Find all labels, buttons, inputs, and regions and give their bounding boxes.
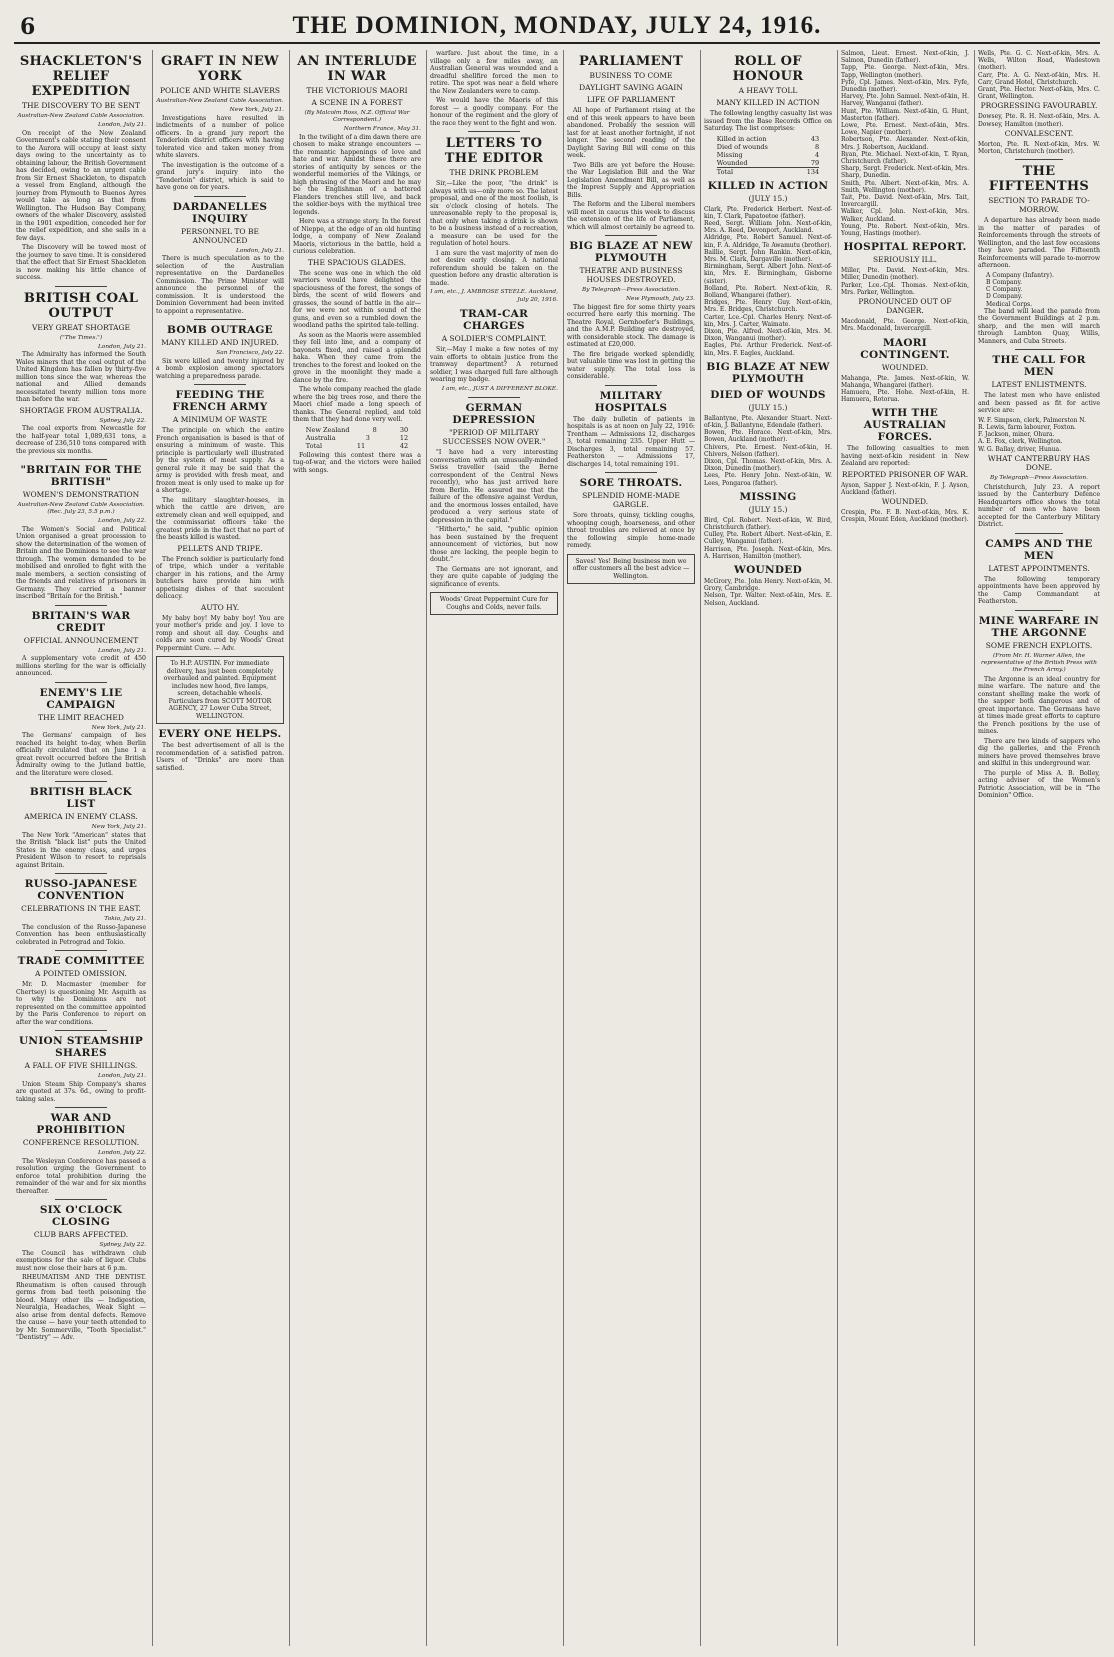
list-item: Bolland, Pte. Robert. Next-of-kin, R. Bolland, Whangarei (father).: [704, 284, 832, 299]
subheading: REPORTED PRISONER OF WAR.: [841, 469, 969, 479]
dateline: London, July 21.: [236, 247, 284, 254]
subheading: THE DISCOVERY TO BE SENT: [22, 101, 140, 110]
table-row: Killed in action 43: [716, 134, 820, 143]
list-item: Carr, Pte. A. G. Next-of-kin, Mrs. H. Carr, Grand Hotel, Christchurch.: [978, 71, 1100, 86]
headline: RUSSO-JAPANESE CONVENTION: [24, 878, 138, 902]
enlistment-list: [978, 417, 1100, 453]
list-item: Bridges, Pte. Henry Guy. Next-of-kin, Mrs. E. Bridges, Christchurch.: [704, 299, 832, 314]
subheading: CLUB BARS AFFECTED.: [33, 1230, 129, 1239]
signature: I am, etc., J. AMBROSE STEELE. Auckland, July 20, 1916.: [430, 289, 558, 303]
paragraph: The principle on which the entire French organisation is based is that of ensuring a minimum of waste. This principle is particularly well illustrated by the system of meat supply. As a general rule it may be said that the army is provided with fresh meat, and frozen meat is only used to make up for a shortage.: [156, 427, 284, 494]
cable-credit: ("The Times."): [59, 334, 103, 341]
separator: [468, 131, 519, 132]
subheading: A SCENE IN A FOREST: [311, 98, 403, 107]
list-item: Nelson, Tpr. Walter. Next-of-kin, Mrs. E. Nelson, Auckland.: [704, 592, 832, 607]
separator: [55, 1030, 107, 1031]
subheading: A HEAVY TOLL: [738, 86, 798, 95]
press-credit: By Telegraph—Press Association.: [581, 287, 680, 293]
byline: (By Malcolm Ross, N.Z. Official War Correspondent.): [304, 110, 410, 123]
headline: BIG BLAZE AT NEW PLYMOUTH: [569, 240, 693, 264]
paragraph: "I have had a very interesting conversation with an unusually-minded Swiss traveller (said the Berne correspondent of the Central News recently), who has just arrived here from Berlin. He assured me that the failure of the offensive against Verdun, and the enormous losses entailed, have produced a very serious state of depression in the capital.": [430, 449, 558, 524]
subheading: PRONOUNCED OUT OF DANGER.: [858, 297, 952, 316]
list-item: Sharp, Sergt. Frederick. Next-of-kin, Mrs. Sharp, Dunedin.: [841, 165, 969, 180]
subheading: AUTO HY.: [200, 602, 240, 612]
casualty-list: [841, 318, 969, 332]
list-item: Aldridge, Pte. Robert Samuel. Next-of-kin, F. A. Aldridge, Te Awamutu (brother).: [704, 234, 832, 249]
headline: THE CALL FOR MEN: [992, 354, 1086, 379]
separator: [55, 605, 107, 606]
casualty-list: [841, 375, 969, 404]
list-item: Morton, Pte. R. Next-of-kin, Mrs. W. Morton, Christchurch (mother).: [978, 140, 1100, 156]
subheading: "PERIOD OF MILITARY SUCCESSES NOW OVER.": [442, 428, 546, 446]
paragraph: A departure has already been made in the matter of parades of Reinforcements through the streets of Wellington, and the last few occasions they have paraded. The Fifteenth Reinforcements will parade to-morrow afternoon.: [978, 217, 1100, 270]
column-rule: [700, 50, 701, 1646]
list-item: Eagles, Pte. Arthur Frederick. Next-of-kin, Mrs. F. Eagles, Auckland.: [704, 342, 832, 357]
list-item: Miller, Pte. David. Next-of-kin, Mrs. Miller, Dunedin (mother).: [841, 267, 969, 282]
table-row: Australia 3 12: [305, 433, 409, 442]
paragraph: There is much speculation as to the selection of the Australian representative on the Dardanelles Commission. The Prime Minister will announce the personnel of the commission. It is understood the Dominion Government had been invited to appoint a representative.: [156, 255, 284, 315]
headline: WITH THE AUSTRALIAN FORCES.: [863, 407, 947, 444]
paragraph: Sore throats, quinsy, tickling coughs, whooping cough, hoarseness, and other throat troubles are relieved at once by the following simple home-made remedy.: [567, 512, 695, 549]
list-item: B Company.: [986, 278, 1022, 286]
headline: KILLED IN ACTION: [707, 179, 829, 192]
paragraph: On receipt of the New Zealand Government's cable stating their consent to the Aurora will occupy at least sixty days owing to the uncertainty as to obtaining labour, the British Government has decided, owing to an urgent cable from Sir Ernest Shackleton, to dispatch a vessel from England, although the journey from Plymouth to Buenos Ayres would take as long as that from Wellington. The Hudson Bay Company, owners of the whaler Discovery, assisted in the 1901 expedition, conceded her for the relief expedition, and she sails in a few days.: [16, 129, 146, 242]
paragraph: Sir,—Like the poor, "the drink" is always with us—only more so. The latest proposal, and one of the most foolish, is six o'clock closing of hotels. The unreasonable reply to the proposal is, that only when taking a drink is shown to be a business instead of a recreation, a measure can be used for the regulation of hotel hours.: [430, 180, 558, 247]
headline: GERMAN DEPRESSION: [452, 402, 536, 426]
column-4: [430, 50, 558, 1646]
casualty-list: [841, 482, 969, 496]
list-item: McGrory, Pte. John Henry. Next-of-kin, M. Grory, Cambridge.: [704, 578, 832, 593]
list-item: W. G. Ballay, driver, Hunua.: [978, 445, 1062, 453]
headline: "BRITAIN FOR THE BRITISH": [20, 464, 142, 488]
separator: [1015, 159, 1064, 160]
list-item: Harvey, Pte. John Samuel. Next-of-kin, H. Harvey, Wanganui (father).: [841, 93, 969, 108]
column-1: [16, 50, 146, 1646]
subheading: A SOLDIER'S COMPLAINT.: [441, 334, 547, 343]
subheading: SERIOUSLY ILL.: [873, 255, 937, 265]
list-item: C Company.: [986, 286, 1023, 294]
column-3: [293, 50, 421, 1646]
subheading: LATEST APPOINTMENTS.: [988, 563, 1090, 573]
paragraph: The Women's Social and Political Union organised a great procession to show the determination of the women of Britain and the Dominions to see the war through. The women demanded to be mobilised and enrolled to fight with the male members, a section consisting of the friends and relatives of prisoners in Germany. They carried a banner inscribed "Britain for the British.": [16, 525, 146, 600]
list-item: Bird, Cpl. Robert. Next-of-kin, W. Bird, Christchurch (father).: [704, 516, 832, 531]
column-7: [841, 50, 969, 1646]
casualty-list: [704, 206, 832, 357]
paragraph: The purple of Miss A. B. Bolley, acting adviser of the Women's Patriotic Association, will be in "The Dominion" Office.: [978, 769, 1100, 800]
table-row: Wounded 79: [716, 158, 820, 167]
list-item: Ayson, Sapper J. Next-of-kin, F. J. Ayson, Auckland (father).: [841, 481, 969, 497]
headline: THE FIFTEENTHS: [988, 164, 1090, 195]
subheading: (JULY 15.): [748, 402, 788, 412]
separator: [1015, 610, 1064, 611]
subheading: BUSINESS TO COME: [589, 71, 673, 80]
subheading: THE LIMIT REACHED: [38, 712, 124, 722]
separator: [55, 682, 107, 683]
subheading: A FALL OF FIVE SHILLINGS.: [24, 1061, 138, 1070]
page-number: 6: [20, 14, 36, 40]
paragraph: A supplementary vote credit of 450 millions sterling for the war is officially announced.: [16, 655, 146, 677]
headline: SIX O'CLOCK CLOSING: [39, 1204, 123, 1228]
list-item: Dixon, Cpl. Thomas. Next-of-kin, Mrs. A. Dixon, Dunedin (mother).: [704, 457, 832, 473]
headline: BRITAIN'S WAR CREDIT: [31, 609, 131, 634]
subheading: WOMEN'S DEMONSTRATION: [22, 490, 140, 499]
cable-credit: Australian-New Zealand Cable Association.: [17, 113, 145, 119]
dateline: London, July 21.: [98, 647, 146, 654]
list-item: Baillie, Sergt. John Rankin. Next-of-kin, Mrs. M. Clark, Dargaville (mother).: [704, 248, 832, 263]
list-item: R. Lewis, farm labourer, Foxton.: [978, 423, 1076, 431]
separator: [1015, 349, 1064, 350]
list-item: Wells, Pte. G. C. Next-of-kin, Mrs. A. Wells, Wilton Road, Wadestown (mother).: [978, 50, 1100, 72]
paragraph: As soon as the Maoris were assembled they fell into line, and a company of bayonets fixed, and raised a splendid haka. When they came from the trenches to the forest and looked on the grove in the moonlight they made a dance by the fire.: [293, 331, 421, 384]
headline: BIG BLAZE AT NEW PLYMOUTH: [706, 360, 830, 385]
paragraph: The Admiralty has informed the South Wales miners that the coal output of the United Kingdom has fallen by thirty-five million tons since the war, whereas the national and Allied demands necessitated twenty million tons more than before the war.: [16, 351, 146, 403]
list-item: Tapp, Pte. George. Next-of-kin, Mrs. Tapp, Wellington (mother).: [841, 64, 969, 79]
headline: WAR AND PROHIBITION: [36, 1112, 126, 1136]
paragraph: The Reform and the Liberal members will meet in caucus this week to discuss the extension of the life of Parliament, which will almost certainly be agreed to.: [567, 201, 695, 231]
paragraph: In the twilight of a dim dawn there are chosen to make strange encounters — the romantic happenings of love and hate and war. Amidst these there are stories of antiquity by sences or the wonderful memories of the Vikings, or high phrasing of the Maori and he may be the Englishman of a battered Flanders trenches still live, and back the soldier-boys with the mythical tree legends.: [293, 133, 421, 216]
paragraph: The following temporary appointments have been approved by the Camp Commandant at Featherston.: [978, 575, 1100, 606]
casualty-list: [841, 509, 969, 523]
subheading: MANY KILLED IN ACTION: [716, 98, 820, 107]
subheading: SPLENDID HOME-MADE GARGLE.: [582, 491, 680, 509]
list-item: Reed, Sergt. William John. Next-of-kin, Mrs. A. Reed, Devonport, Auckland.: [704, 219, 832, 235]
separator: [55, 1199, 107, 1200]
headline: ENEMY'S LIE CAMPAIGN: [39, 686, 123, 711]
paragraph: We would have the Maoris of this forest — a goodly company. For the honour of the regiment and the glory of the race they went to the fight and won.: [430, 97, 558, 127]
list-item: Lowe, Pte. Ernest. Next-of-kin, Mrs. Lowe, Napier (mother).: [841, 122, 969, 137]
headline: BRITISH BLACK LIST: [29, 786, 133, 810]
paragraph: The fire brigade worked splendidly, but valuable time was lost in getting the water supply. The total loss is considerable.: [567, 350, 695, 380]
paragraph: The following lengthy casualty list was issued from the Base Records Office on Saturday. The list comprises:: [704, 110, 832, 132]
paragraph: The following casualties to men having next-of-kin resident in New Zealand are reported:: [841, 445, 969, 468]
table-row: Died of wounds 8: [716, 142, 820, 151]
list-item: Medical Corps.: [986, 300, 1033, 308]
subheading: A POINTED OMISSION.: [35, 969, 127, 978]
subheading: SECTION TO PARADE TO-MORROW.: [988, 196, 1090, 215]
paragraph: The Wesleyan Conference has passed a resolution urging the Government to enforce total prohibition during the remainder of the war and for six months thereafter.: [16, 1157, 146, 1195]
paragraph: The military slaughter-houses, in which the cattle are driven, are extremely clean and well equipped, and the commissariat officers take the greatest pride in the fact that no part of the beasts killed is wasted.: [156, 496, 284, 541]
headline: TRAM-CAR CHARGES: [459, 308, 529, 332]
list-item: Mahanga, Pte. James. Next-of-kin, W. Mahanga, Whangarei (father).: [841, 374, 969, 389]
paragraph: warfare. Just about the time, in a village only a few miles away, an Australian General was wounded and a dreadful shellfire forced the men to retire. The spot was near a field where the New Zealanders were to camp.: [430, 50, 558, 95]
paragraph: The daily bulletin of patients in hospitals is as at noon on July 22, 1916: Trentham — Admissions 12, discharges 3, total remaining 235. Upper Hutt — Discharges 3, total remaining 57. Featherston — Admissions 17, discharges 14, total remaining 191.: [567, 415, 695, 468]
dateline: London, July 21.: [98, 343, 146, 350]
headline: DARDANELLES INQUIRY: [172, 200, 268, 225]
dateline: London, July 21.: [98, 1073, 146, 1079]
column-8: [978, 50, 1100, 1646]
table-row: New Zealand 8 30: [305, 425, 409, 434]
column-rule: [837, 50, 838, 1646]
column-2: [156, 50, 284, 1646]
headline: CAMPS AND THE MEN: [985, 537, 1093, 562]
subheading: VERY GREAT SHORTAGE: [32, 322, 130, 332]
list-item: Birmingham, Sergt. Albert John. Next-of-kin, Mrs. E. Birmingham, Gisborne (sister).: [704, 263, 832, 285]
list-item: Smith, Pte. Albert. Next-of-kin, Mrs. A. Smith, Wellington (mother).: [841, 179, 969, 194]
headline: UNION STEAMSHIP SHARES: [18, 1035, 144, 1059]
list-item: Walker, Cpl. John. Next-of-kin, Mrs. Walker, Auckland.: [841, 208, 969, 223]
dateline: Sydney, July 22.: [99, 1242, 146, 1248]
headline: HOSPITAL REPORT.: [843, 241, 967, 254]
list-item: Grant, Pte. Hector. Next-of-kin, Mrs. C. Grant, Wellington.: [978, 86, 1100, 101]
stats-table: [306, 426, 408, 450]
advertisement-box: Woods' Great Peppermint Cure for Coughs and Colds, never fails.: [430, 592, 558, 615]
headline: TRADE COMMITTEE: [17, 955, 145, 967]
subheading: THE DRINK PROBLEM: [449, 168, 539, 177]
subheading: (JULY 15.): [748, 193, 788, 203]
headline: GRAFT IN NEW YORK: [161, 54, 279, 84]
separator: [605, 472, 656, 473]
paragraph: "Hitherto," he said, "public opinion has been sustained by the frequent announcement of victories, but now those are lacking, the people begin to doubt.": [430, 526, 558, 563]
dateline: San Francisco, July 22.: [216, 350, 284, 356]
headline: MINE WARFARE IN THE ARGONNE: [978, 614, 1100, 639]
headline: PARLIAMENT: [579, 54, 683, 69]
headline: AN INTERLUDE IN WAR: [297, 54, 417, 84]
separator: [55, 459, 107, 460]
separator: [194, 319, 245, 320]
dateline: New York, July 21.: [229, 107, 284, 113]
separator: [605, 235, 656, 236]
paragraph: I am sure the vast majority of men do not desire early closing. A national referendum should be taken on the question before any drastic alteration is made.: [430, 249, 558, 287]
separator: [55, 950, 107, 951]
paragraph: The biggest fire for some thirty years occurred here early this morning. The Theatre Royal, Gernhoefer's Buildings, and the A.M.P. Building are destroyed, with considerable stock. The damage is estimated at £20,000.: [567, 303, 695, 348]
paragraph: There are two kinds of sappers who dig the galleries, and the French miners have proved themselves brave and skilful in this underground war.: [978, 737, 1100, 768]
separator: [194, 196, 245, 197]
paragraph: The conclusion of the Russo-Japanese Convention has been enthusiastically celebrated in Petrograd and Tokio.: [16, 923, 146, 946]
dateline: London, July 22.: [98, 1150, 146, 1156]
list-item: Macdonald, Pte. George. Next-of-kin, Mrs. Macdonald, Invercargill.: [841, 318, 969, 333]
paragraph: Union Steam Ship Company's shares are quoted at 37s. 6d., owing to profit-taking sales.: [16, 1080, 146, 1103]
casualty-list: [704, 517, 832, 560]
subheading: CONFERENCE RESOLUTION.: [22, 1138, 140, 1147]
paragraph: All hope of Parliament rising at the end of this week appears to have been abandoned. Probably the session will last for at least another fortnight, if not longer. The second reading of the Daylight Saving Bill will come on this week.: [567, 107, 695, 159]
separator: [194, 384, 245, 385]
subheading: LATEST ENLISTMENTS.: [991, 380, 1087, 390]
paragraph: The best advertisement of all is the recommendation of a satisfied patron. Users of "Drinks" are more than satisfied.: [156, 742, 284, 772]
list-item: Salmon, Lieut. Ernest. Next-of-kin, J. Salmon, Dunedin (father).: [841, 50, 969, 65]
list-item: Parker, Lce.-Cpl. Thomas. Next-of-kin, Mrs. Parker, Wellington.: [841, 281, 969, 296]
headline: FEEDING THE FRENCH ARMY: [172, 389, 268, 413]
subheading: PELLETS AND TRIPE.: [177, 543, 263, 553]
subheading: A MINIMUM OF WASTE: [172, 415, 268, 424]
headline: DIED OF WOUNDS: [710, 388, 826, 401]
subheading: AMERICA IN ENEMY CLASS.: [24, 812, 138, 821]
subheading: WOUNDED.: [881, 497, 929, 507]
advertisement-box: Saves! Yes! Being business men we offer customers all the best advice — Wellington.: [567, 554, 695, 585]
subheading: MANY KILLED AND INJURED.: [161, 338, 279, 347]
list-item: Young, Pte. Robert. Next-of-kin, Mrs. Young, Hastings (mother).: [841, 222, 969, 238]
paragraph: The French soldier is particularly fond of tripe, which under a veritable charger in his rations, and the Army butchers have provide him with appetising dishes of that succulent delicacy.: [156, 555, 284, 600]
subheading: CONVALESCENT.: [1004, 128, 1074, 138]
paragraph: The Argonne is an ideal country for mine warfare. The nature and the constant shelling make the work of the sapper both dangerous and of great importance. The Germans have at times made great efforts to capture the French positions by the use of mines.: [978, 675, 1100, 736]
paragraph: The band will lead the parade from the Government Buildings at 2 p.m. sharp, and the men will march through Lambton Quay, Willis, Manners, and Cuba Streets.: [978, 307, 1100, 345]
column-rule: [152, 50, 153, 1646]
list-item: Harrison, Pte. Joseph. Next-of-kin, Mrs. A. Harrison, Hamilton (mother).: [704, 545, 832, 560]
headline: ROLL OF HONOUR: [732, 54, 804, 84]
separator: [55, 286, 107, 287]
headline: MAORI CONTINGENT.: [860, 336, 950, 361]
paragraph: The investigation is the outcome of a grand jury's inquiry into the "Tenderloin" district, which is said to have gone on for years.: [156, 161, 284, 191]
table-row: Total 11 42: [305, 441, 409, 450]
newspaper-title: THE DOMINION, MONDAY, JULY 24, 1916.: [292, 12, 822, 39]
subheading: SOME FRENCH EXPLOITS.: [985, 640, 1093, 650]
list-item: Ballantyne, Pte. Alexander Stuart. Next-of-kin, J. Ballantyne, Edendale (father).: [704, 414, 832, 429]
dateline: London, July 21.: [98, 122, 146, 128]
separator: [55, 873, 107, 874]
paragraph: Investigations have resulted in indictments of a number of police officers. In a grand jury report the Tenderloin district officers with having tolerated vice and taken money from white slavers.: [156, 114, 284, 159]
subheading: PROGRESSING FAVOURABLY.: [980, 101, 1098, 111]
cable-credit: Australian-New Zealand Cable Association. (Rec. July 23, 5.5 p.m.): [17, 502, 145, 515]
byline: (From Mr. H. Warner Allen, the representative of the British Press with the French Army.): [981, 652, 1097, 673]
list-item: Hunt, Pte. William. Next-of-kin, G. Hunt, Masterton (father).: [841, 107, 969, 122]
subheading: SHORTAGE FROM AUSTRALIA.: [19, 405, 143, 415]
subheading: OFFICIAL ANNOUNCEMENT: [23, 635, 139, 645]
subheading: WHAT CANTERBURY HAS DONE.: [987, 453, 1091, 472]
subheading: WOUNDED.: [881, 362, 929, 372]
casualty-list: [978, 113, 1100, 127]
subheading: POLICE AND WHITE SLAVERS: [159, 86, 281, 95]
separator: [55, 781, 107, 782]
list-item: Tait, Pte. David. Next-of-kin, Mrs. Tait, Invercargill.: [841, 194, 969, 209]
casualty-list: [978, 141, 1100, 155]
casualty-list: [841, 50, 969, 237]
separator: [1015, 533, 1064, 534]
subheading: LIFE OF PARLIAMENT: [586, 95, 676, 104]
paragraph: Mr. D. Macmaster (member for Chertsey) is questioning Mr. Asquith as to why the Dominions are not represented on the committee appointed by the Paris Conference to report on after the war conditions.: [16, 981, 146, 1026]
list-item: F. Jackson, miner, Ohura.: [978, 431, 1055, 439]
paragraph: The scene was one in which the old warriors would have delighted the spaciousness of the forest, the songs of birds, the scent of wild flowers and grasses, the sound of battle in the air—for we were not within sound of the guns, and even so a rumbled down the woodland paths the spirited tale-telling.: [293, 269, 421, 329]
paragraph: The Germans' campaign of lies reached its height to-day, when Berlin officially circulated that on June 1 a great revolt occurred before the British Admiralty owing to the Jutland battle, and the literature were closed.: [16, 732, 146, 777]
list-item: Culley, Pte. Robert Albert. Next-of-kin, E. Culley, Wanganui (father).: [704, 531, 832, 546]
list-item: Dixon, Pte. Alfred. Next-of-kin, Mrs. M. Dixon, Wanganui (mother).: [704, 327, 832, 343]
list-item: W. F. Simpson, clerk, Palmerston N.: [978, 416, 1087, 424]
headline: SORE THROATS.: [579, 477, 683, 489]
paragraph: The Council has withdrawn club exemptions for the sale of liquor. Clubs must now close their bars at 6 p.m.: [16, 1249, 146, 1272]
column-rule: [563, 50, 564, 1646]
casualty-list: [704, 415, 832, 487]
list-item: Bowen, Pte. Horace. Next-of-kin, Mrs. Bowen, Auckland (mother).: [704, 429, 832, 444]
dateline: New York, July 21.: [91, 824, 146, 830]
casualty-list: [704, 578, 832, 607]
table-row: Total 134: [716, 167, 820, 176]
headline: SHACKLETON'S RELIEF EXPEDITION: [19, 54, 143, 99]
headline: BRITISH COAL OUTPUT: [23, 290, 139, 321]
dateline: New York, July 21.: [91, 724, 146, 731]
separator: [55, 1107, 107, 1108]
subheading: THEATRE AND BUSINESS HOUSES DESTROYED.: [579, 266, 683, 284]
dateline: Northern France, May 31.: [343, 126, 421, 132]
list-item: D Company.: [986, 293, 1023, 301]
list-item: Dowsey, Pte. R. H. Next-of-kin, Mrs. A. Dowsey, Hamilton (mother).: [978, 113, 1100, 128]
masthead: [14, 10, 1100, 44]
list-item: Carter, Lce.-Cpl. Charles Henry. Next-of-kin, Mrs. J. Carter, Waimate.: [704, 313, 832, 328]
table-row: Missing 4: [716, 150, 820, 159]
casualty-list: [841, 267, 969, 296]
headline: LETTERS TO THE EDITOR: [444, 136, 544, 166]
paragraph: Sir,—May I make a few notes of my vain efforts to obtain justice from the tramway department? A returned soldier, I was charged full fare although wearing my badge.: [430, 346, 558, 383]
paragraph: The latest men who have enlisted and been passed as fit for active service are:: [978, 392, 1100, 415]
subheading: DAYLIGHT SAVING AGAIN: [579, 83, 683, 92]
list-item: Lees, Pte. Henry John. Next-of-kin, W. Lees, Pongaroa (father).: [704, 472, 832, 487]
subheading: (JULY 15.): [748, 504, 788, 514]
casualty-list: [978, 50, 1100, 100]
list-item: Fyfe, Cpl. James. Next-of-kin, Mrs. Fyfe, Dunedin (mother).: [841, 78, 969, 94]
paragraph: Following this contest there was a tug-of-war, and the victors were hailed with songs.: [293, 451, 421, 474]
cable-credit: Australian-New Zealand Cable Association.: [156, 98, 284, 104]
headline: MILITARY HOSPITALS: [594, 389, 668, 414]
list-item: Crespin, Pte. F. B. Next-of-kin, Mrs. K. Crespin, Mount Eden, Auckland (mother).: [841, 509, 969, 524]
column-rule: [426, 50, 427, 1646]
list-item: A Company (Infantry).: [986, 271, 1054, 279]
subheading: THE VICTORIOUS MAORI: [306, 86, 408, 95]
advertisement: RHEUMATISM AND THE DENTIST. Rheumatism is often caused through germs from bad teeth poisoning the blood. Many other ills — Indigestion, Neuralgia, Headaches, Weak Sight — also arise from dental defects. Remove the cause — have your teeth attended to by Mr. Sommerville, "Tooth Specialist." "Dentistry" — Adv.: [16, 1274, 146, 1341]
paragraph: Here was a strange story. In the forest of Nieppe, at the edge of an old hunting lodge, a company of New Zealand Maoris, victorious in the battle, held a curious celebration.: [293, 218, 421, 255]
headline: MISSING: [739, 490, 797, 503]
list-item: Chivers, Pte. Ernest. Next-of-kin, H. Chivers, Nelson (father).: [704, 443, 832, 458]
paragraph: The coal exports from Newcastle for the half-year total 1,089,631 tons, a decrease of 236,510 tons compared with the previous six months.: [16, 425, 146, 455]
dateline: New Plymouth, July 23.: [625, 296, 695, 302]
dateline: Sydney, July 22.: [99, 417, 146, 424]
list-item: Hamuera, Pte. Hohe. Next-of-kin, H. Hamuera, Rotorua.: [841, 388, 969, 404]
paragraph: My baby boy! My baby boy! You are your mother's pride and joy. I love to romp and shout all day. Coughs and colds are soon cured by Woods' Great Peppermint Cure. — Adv.: [156, 614, 284, 652]
column-5: [567, 50, 695, 1646]
headline: EVERY ONE HELPS.: [158, 728, 282, 740]
list-item: A. E. Fox, clerk, Wellington.: [978, 438, 1063, 446]
column-rule: [289, 50, 290, 1646]
advertisement-box: To H.P. AUSTIN. For immediate delivery, has just been completely overhauled and painted. Equipment includes new hood, five lamps, screen, detachable wheels. Particulars from SCOTT MOTOR AGENCY, 27 Lower Cuba Street, WELLINGTON.: [156, 656, 284, 724]
casualty-summary: [717, 135, 819, 176]
unit-list: [978, 272, 1100, 308]
headline: WOUNDED: [733, 564, 802, 577]
separator: [605, 385, 656, 386]
column-6: [704, 50, 832, 1646]
list-item: Robertson, Pte. Alexander. Next-of-kin, Mrs. J. Robertson, Auckland.: [841, 136, 969, 151]
subheading: THE SPACIOUS GLADES.: [307, 257, 407, 267]
headline: BOMB OUTRAGE: [167, 324, 273, 336]
paragraph: Two Bills are yet before the House: the War Legislation Bill and the War Legislation Amendment Bill, as well as the Imprest Supply and Appropriation Bills.: [567, 161, 695, 199]
paragraph: Christchurch, July 23. A report issued by the Canterbury Defence Headquarters office shows the total number of men who have been accepted for the Canterbury Military District.: [978, 483, 1100, 529]
column-rule: [974, 50, 975, 1646]
dateline: Tokio, July 21.: [104, 916, 146, 922]
paragraph: The New York "American" states that the British "black list" puts the United States in the enemy class, and urges President Wilson to resort to reprisals against Britain.: [16, 831, 146, 869]
paragraph: The whole company reached the glade where the big trees rose, and there the Maori chief made a long speech of thanks. The General replied, and told them that they had done very well.: [293, 386, 421, 423]
subheading: CELEBRATIONS IN THE EAST.: [21, 904, 141, 913]
list-item: Ryan, Pte. Michael. Next-of-kin, T. Ryan, Christchurch (father).: [841, 150, 969, 166]
separator: [468, 397, 519, 398]
dateline: London, July 22.: [98, 518, 146, 524]
paragraph: The Germans are not ignorant, and they are quite capable of judging the significance of events.: [430, 565, 558, 588]
paragraph: The Discovery will be towed most of the journey to save time. It is considered that the effect that Sir Ernest Shackleton is now making his little chance of success.: [16, 244, 146, 281]
signature: I am, etc., JUST A DIFFERENT BLOKE.: [441, 385, 558, 392]
press-credit: By Telegraph—Press Association.: [989, 474, 1088, 481]
subheading: PERSONNEL TO BE ANNOUNCED: [181, 226, 259, 245]
paragraph: Six were killed and twenty injured by a bomb explosion among spectators watching a preparedness parade.: [156, 357, 284, 380]
list-item: Clark, Pte. Frederick Herbert. Next-of-kin, T. Clark, Papatoetoe (father).: [704, 205, 832, 220]
